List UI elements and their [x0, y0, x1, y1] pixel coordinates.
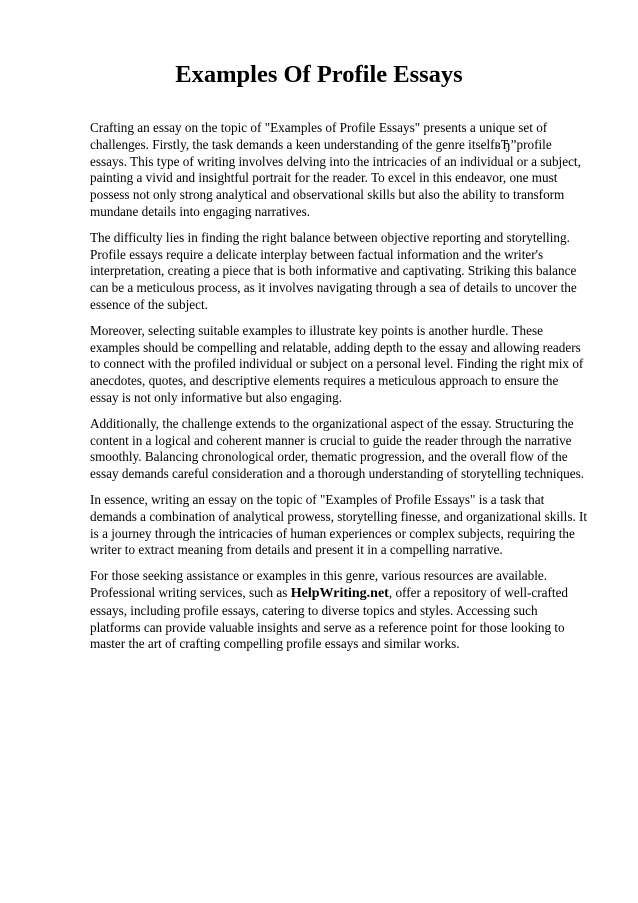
paragraph-4: Additionally, the challenge extends to the organizational aspect of the essay. Structuring the content in a logical and coherent manner is crucial to guide the reader through the narrative smoothly. Balancing chronological order, thematic progression, and the overall flow of the essay demands careful consideration and a thorough understanding of storytelling techniques. — [90, 415, 585, 482]
paragraph-6 — [90, 568, 590, 653]
paragraph-6-rest: , offer a repository of well-crafted essays, including profile essays, catering to diverse topics and styles. Accessing such platforms can provide valuable insights and serve as a reference point for those looking to master the art of crafting compelling profile essays and similar works. — [90, 584, 569, 652]
paragraph-3: Moreover, selecting suitable examples to illustrate key points is another hurdle. These examples should be compelling and relatable, adding depth to the essay and allowing readers to connect with the profiled individual or subject on a personal level. Finding the right mix of anecdotes, quotes, and descriptive elements requires a meticulous approach to ensure the essay is not only informative but also engaging. — [90, 322, 584, 405]
paragraph-5: In essence, writing an essay on the topic of "Examples of Profile Essays" is a task that demands a combination of analytical prowess, storytelling finesse, and organizational skills. It is a journey through the intricacies of human experiences or complex subjects, requiring the writer to extract meaning from details and present it in a compelling narrative. — [90, 491, 588, 558]
document-title: Examples Of Profile Essays — [175, 61, 463, 88]
helpwriting-link[interactable]: HelpWriting.net — [290, 585, 389, 601]
document-body — [90, 120, 590, 662]
paragraph-2: The difficulty lies in finding the right balance between objective reporting and storytelling. Profile essays require a delicate interplay between factual information and the writer's interpretation, creating a piece that is both informative and captivating. Striking this balance can be a meticulous process, as it involves navigating through a sea of details to uncover the essence of the subject. — [90, 229, 577, 312]
paragraph-1: Crafting an essay on the topic of "Examples of Profile Essays" presents a unique set of challenges. Firstly, the task demands a keen understanding of the genre itselfвЂ”profile essays. This type of writing involves delving into the intricacies of an individual or a subject, painting a vivid and insightful portrait for the reader. To excel in this endeavor, one must possess not only strong analytical and observational skills but also the ability to transform mundane details into engaging narratives. — [90, 120, 581, 219]
paragraph-6-intro: For those seeking assistance or examples in this genre, various resources are available. Professional writing services, such as — [90, 568, 548, 600]
